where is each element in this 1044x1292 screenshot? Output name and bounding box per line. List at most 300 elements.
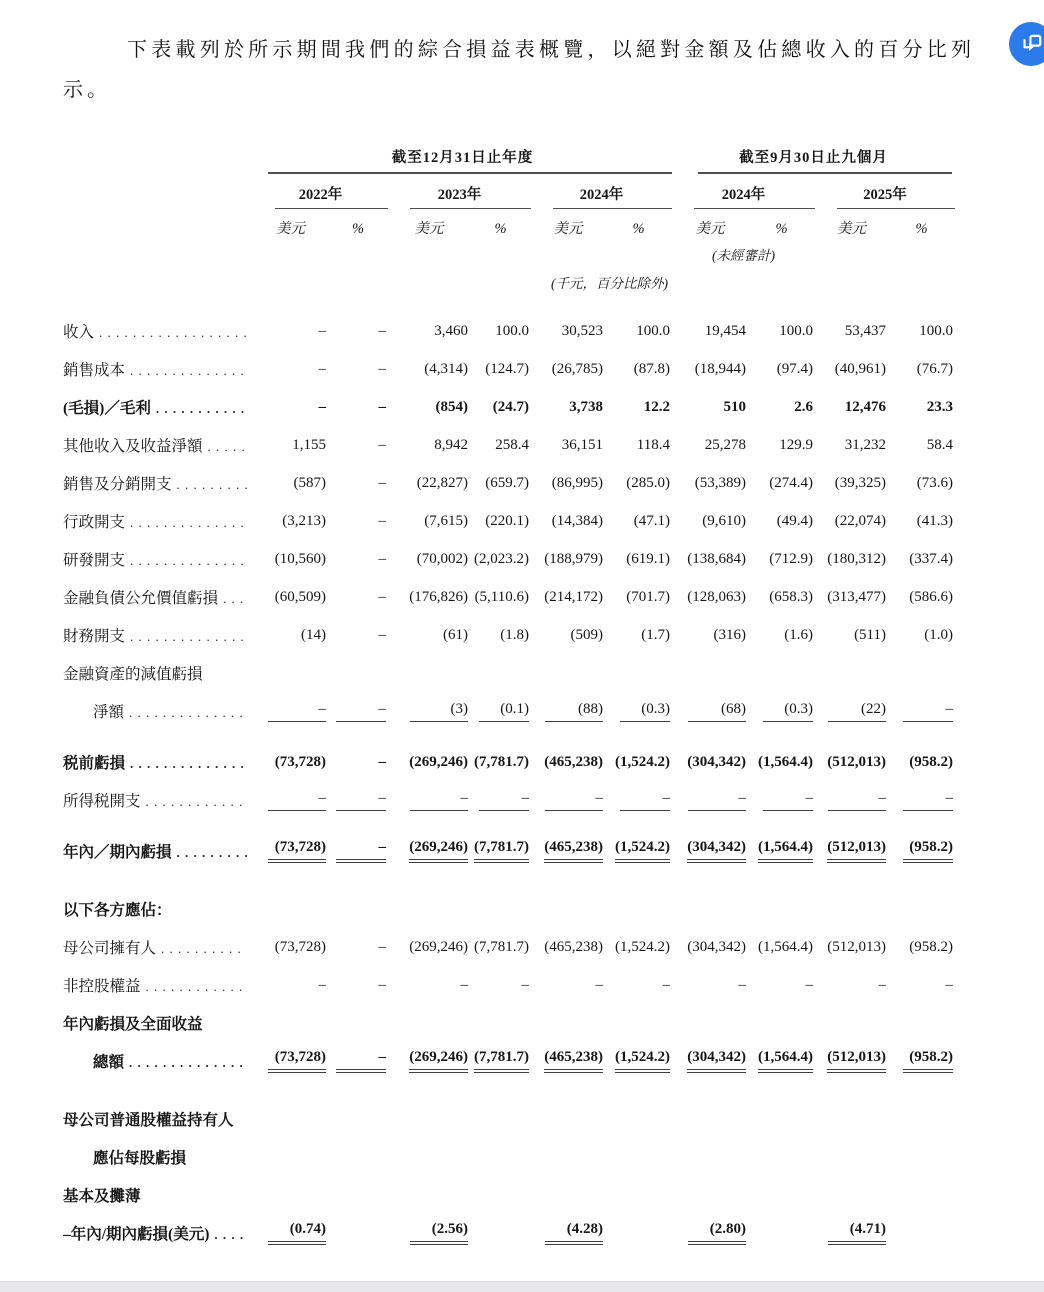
table-row xyxy=(63,1138,1044,1176)
dot-leader xyxy=(161,941,247,957)
row-label-text: 金融負債公允價值虧損 xyxy=(63,590,219,607)
row-label-text: 以下各方應佔： xyxy=(63,902,172,919)
value-cell xyxy=(388,754,470,771)
value-cell xyxy=(470,513,531,530)
value: (7,781.7) xyxy=(474,938,529,955)
value-cell xyxy=(531,939,605,956)
value: (1.8) xyxy=(500,626,529,643)
value-cell xyxy=(815,437,888,454)
dot-leader xyxy=(146,979,247,995)
table-row xyxy=(63,616,1044,654)
value: (9,610) xyxy=(702,512,746,529)
value: (1,564.4) xyxy=(758,938,813,955)
value-cell xyxy=(888,551,955,568)
value-cell xyxy=(672,1221,748,1245)
value: 58.4 xyxy=(926,436,953,453)
value-cell xyxy=(531,437,605,454)
value-cell xyxy=(328,589,388,606)
row-label-text: 應佔每股虧損 xyxy=(93,1150,187,1167)
value: (1,564.4) xyxy=(758,839,813,863)
value: (304,342) xyxy=(687,938,746,955)
value: (316) xyxy=(713,626,746,643)
value: (47.1) xyxy=(633,512,670,529)
value: (40,961) xyxy=(834,360,886,377)
dot-leader xyxy=(129,1055,247,1071)
value-cell xyxy=(748,589,815,606)
value-cell xyxy=(531,701,605,722)
value-cell xyxy=(531,790,605,811)
value: 2.6 xyxy=(794,398,813,415)
row-label-text: 銷售及分銷開支 xyxy=(63,476,172,493)
row-label-text: 税前虧損 xyxy=(63,755,126,772)
value-cell xyxy=(253,323,328,340)
row-label xyxy=(63,700,253,722)
value: (1.7) xyxy=(641,626,670,643)
value-cell xyxy=(605,1049,672,1073)
value: (0.74) xyxy=(268,1221,326,1245)
value-cell xyxy=(815,977,888,994)
value: 118.4 xyxy=(636,436,670,453)
value: (313,477) xyxy=(827,588,886,605)
value: (14,384) xyxy=(551,512,603,529)
value: – xyxy=(805,976,813,993)
value: (712.9) xyxy=(769,550,813,567)
value: (220.1) xyxy=(485,512,529,529)
value-cell xyxy=(388,939,470,956)
value: (3,213) xyxy=(282,512,326,529)
unit-note-row xyxy=(63,272,1044,292)
table-row xyxy=(63,654,1044,692)
value-cell xyxy=(672,1049,748,1073)
dot-leader xyxy=(223,591,247,607)
value-cell xyxy=(815,701,888,722)
value-cell xyxy=(328,361,388,378)
year-header xyxy=(531,183,672,209)
value-cell xyxy=(815,839,888,863)
value-cell xyxy=(815,589,888,606)
value: (87.8) xyxy=(633,360,670,377)
table-row xyxy=(63,692,1044,730)
value: (465,238) xyxy=(544,753,603,770)
value-cell xyxy=(253,551,328,568)
value: 36,151 xyxy=(561,436,603,453)
value-cell xyxy=(672,361,748,378)
row-label-text: 其他收入及收益淨額 xyxy=(63,438,203,455)
year-header xyxy=(815,183,955,209)
value-cell xyxy=(388,399,470,416)
income-statement-table xyxy=(63,146,1044,1252)
value-cell xyxy=(328,939,388,956)
value-cell xyxy=(328,977,388,994)
value-cell xyxy=(328,790,388,811)
value: (24.7) xyxy=(492,398,529,415)
value-cell xyxy=(605,323,672,340)
value-cell xyxy=(748,839,815,863)
table-row xyxy=(63,781,1044,819)
value-cell xyxy=(888,437,955,454)
value-cell xyxy=(388,627,470,644)
value-cell xyxy=(815,399,888,416)
value: (2.56) xyxy=(410,1221,468,1245)
value-cell xyxy=(388,790,470,811)
value-cell xyxy=(888,399,955,416)
value-cell xyxy=(388,323,470,340)
value: (465,238) xyxy=(544,839,603,863)
value: (304,342) xyxy=(687,753,746,770)
value: (512,013) xyxy=(827,839,886,863)
table-row xyxy=(63,502,1044,540)
value: (214,172) xyxy=(544,588,603,605)
value-cell xyxy=(253,627,328,644)
value-cell xyxy=(531,1221,605,1245)
value: – xyxy=(336,790,386,811)
value-cell xyxy=(888,754,955,771)
value: 12.2 xyxy=(643,398,670,415)
value: (1.6) xyxy=(784,626,813,643)
value-cell xyxy=(888,589,955,606)
value-cell xyxy=(815,754,888,771)
value: (958.2) xyxy=(909,938,953,955)
value: (53,389) xyxy=(694,474,746,491)
value-cell xyxy=(253,977,328,994)
value-cell xyxy=(531,589,605,606)
value-cell xyxy=(748,627,815,644)
value-cell xyxy=(748,437,815,454)
value-cell xyxy=(815,1049,888,1073)
value-cell xyxy=(748,977,815,994)
value-cell xyxy=(388,839,470,863)
value-cell xyxy=(470,437,531,454)
value-cell xyxy=(672,323,748,340)
dot-leader xyxy=(130,756,247,772)
value-cell xyxy=(470,701,531,722)
value: – xyxy=(318,976,326,993)
table-row xyxy=(63,1176,1044,1214)
value: – xyxy=(378,360,386,377)
dot-leader xyxy=(130,553,247,569)
value: (41.3) xyxy=(916,512,953,529)
value: (128,063) xyxy=(687,588,746,605)
value: – xyxy=(318,360,326,377)
year-rule xyxy=(837,208,955,209)
row-label-text: 母公司普通股權益持有人 xyxy=(63,1112,234,1129)
table-row xyxy=(63,743,1044,781)
row-label-text: 母公司擁有人 xyxy=(63,940,157,957)
value-cell xyxy=(253,513,328,530)
value: (2,023.2) xyxy=(474,550,529,567)
value: (304,342) xyxy=(687,1049,746,1073)
table-row xyxy=(63,832,1044,870)
value-cell xyxy=(388,701,470,722)
value: (1,524.2) xyxy=(615,938,670,955)
value-cell xyxy=(888,627,955,644)
row-label xyxy=(63,434,253,456)
dot-leader xyxy=(208,439,247,455)
value: 8,942 xyxy=(434,436,468,453)
row-label xyxy=(63,662,253,684)
value: – xyxy=(318,322,326,339)
value-cell xyxy=(470,475,531,492)
value: 53,437 xyxy=(844,322,886,339)
value: – xyxy=(378,512,386,529)
unit-currency-label: 美元 xyxy=(553,221,583,237)
value-cell xyxy=(605,977,672,994)
value: – xyxy=(763,790,813,811)
value: (180,312) xyxy=(827,550,886,567)
value: (70,002) xyxy=(416,550,468,567)
value-cell xyxy=(605,361,672,378)
group-rule xyxy=(268,172,672,174)
value-cell xyxy=(672,551,748,568)
value: – xyxy=(378,588,386,605)
value: 12,476 xyxy=(844,398,886,415)
value-cell xyxy=(888,1049,955,1073)
value-cell xyxy=(605,475,672,492)
value: (0.3) xyxy=(763,701,813,722)
value: (138,684) xyxy=(687,550,746,567)
table-row xyxy=(63,312,1044,350)
value-cell xyxy=(388,551,470,568)
value: 100.0 xyxy=(636,322,670,339)
value-cell xyxy=(888,513,955,530)
row-label-text: 金融資產的減值虧損 xyxy=(63,666,203,683)
value: – xyxy=(620,790,670,811)
table-row xyxy=(63,464,1044,502)
unit-percent-label: % xyxy=(915,221,928,237)
value: 31,232 xyxy=(844,436,886,453)
table-row xyxy=(63,388,1044,426)
value-cell xyxy=(253,361,328,378)
value: (465,238) xyxy=(544,938,603,955)
value-cell xyxy=(470,627,531,644)
value-cell xyxy=(328,323,388,340)
value: (7,781.7) xyxy=(474,839,529,863)
value: (0.1) xyxy=(479,701,529,722)
year-header xyxy=(253,183,388,209)
value: – xyxy=(378,938,386,955)
value: (1,564.4) xyxy=(758,753,813,770)
dot-leader xyxy=(99,325,247,341)
value-cell xyxy=(253,701,328,722)
year-header-row xyxy=(63,183,1044,209)
unit-note: (千元，百分比除外) xyxy=(551,276,668,291)
value: (658.3) xyxy=(769,588,813,605)
year-header-label: 2024年 xyxy=(579,187,624,203)
unit-percent-label: % xyxy=(632,221,645,237)
value-cell xyxy=(605,589,672,606)
value: (97.4) xyxy=(776,360,813,377)
dot-leader xyxy=(129,705,247,721)
value-cell xyxy=(470,977,531,994)
table-row xyxy=(63,426,1044,464)
row-label-text: 基本及攤薄 xyxy=(63,1188,141,1205)
dot-leader xyxy=(177,845,247,861)
value-cell xyxy=(888,977,955,994)
value: – xyxy=(336,1049,386,1073)
value-cell xyxy=(253,1049,328,1073)
value: (10,560) xyxy=(274,550,326,567)
value-cell xyxy=(388,589,470,606)
value-cell xyxy=(328,1049,388,1073)
year-header-label: 2022年 xyxy=(298,187,343,203)
value-cell xyxy=(328,437,388,454)
dot-leader xyxy=(214,1227,247,1243)
value: (586.6) xyxy=(909,588,953,605)
value-cell xyxy=(328,701,388,722)
table-row xyxy=(63,1100,1044,1138)
dot-leader xyxy=(130,363,247,379)
value: – xyxy=(479,790,529,811)
value: – xyxy=(378,436,386,453)
value-cell xyxy=(388,977,470,994)
value: 100.0 xyxy=(919,322,953,339)
table-body xyxy=(63,312,1044,1252)
year-header-label: 2025年 xyxy=(863,187,907,203)
dot-leader xyxy=(177,477,247,493)
value-cell xyxy=(888,790,955,811)
value: (511) xyxy=(854,626,886,643)
value: – xyxy=(378,398,386,415)
value: (337.4) xyxy=(909,550,953,567)
value: – xyxy=(738,976,746,993)
value-cell xyxy=(531,1049,605,1073)
value: – xyxy=(378,474,386,491)
value: – xyxy=(595,976,603,993)
value: 23.3 xyxy=(926,398,953,415)
value-cell xyxy=(748,361,815,378)
value: (512,013) xyxy=(827,938,886,955)
row-label xyxy=(63,1012,253,1034)
value-cell xyxy=(672,701,748,722)
value: – xyxy=(828,790,886,811)
value-cell xyxy=(470,361,531,378)
value-cell xyxy=(605,399,672,416)
value-cell xyxy=(531,475,605,492)
value-cell xyxy=(253,790,328,811)
value: (465,238) xyxy=(544,1049,603,1073)
row-label-text: 年內／期內虧損 xyxy=(63,844,172,861)
value: (176,826) xyxy=(409,588,468,605)
table-row xyxy=(63,350,1044,388)
translate-button[interactable] xyxy=(1009,22,1044,66)
row-label xyxy=(63,1050,253,1072)
value: (86,995) xyxy=(551,474,603,491)
row-label xyxy=(63,586,253,608)
value-cell xyxy=(888,701,955,722)
value: 3,460 xyxy=(434,322,468,339)
row-label xyxy=(63,840,253,862)
value: (7,781.7) xyxy=(474,753,529,770)
unit-header-row xyxy=(63,217,1044,238)
value-cell xyxy=(605,437,672,454)
value: (269,246) xyxy=(409,839,468,863)
value: (18,944) xyxy=(694,360,746,377)
value-cell xyxy=(815,627,888,644)
value-cell xyxy=(388,1221,470,1245)
value-cell xyxy=(815,513,888,530)
value: (22,074) xyxy=(834,512,886,529)
table-row xyxy=(63,928,1044,966)
value-cell xyxy=(605,627,672,644)
value: (269,246) xyxy=(409,753,468,770)
value-cell xyxy=(328,513,388,530)
value: (73,728) xyxy=(268,839,326,863)
value: 19,454 xyxy=(704,322,746,339)
value-cell xyxy=(328,551,388,568)
translate-icon xyxy=(1018,31,1044,57)
value: (512,013) xyxy=(827,1049,886,1073)
year-rule xyxy=(553,208,672,209)
row-label-text: 行政開支 xyxy=(63,514,126,531)
value: (0.3) xyxy=(620,701,670,722)
value: (274.4) xyxy=(769,474,813,491)
column-group-annual xyxy=(253,146,672,174)
value-cell xyxy=(672,513,748,530)
row-label-text: 年內虧損及全面收益 xyxy=(63,1016,203,1033)
value: (60,509) xyxy=(274,588,326,605)
value-cell xyxy=(605,551,672,568)
value-cell xyxy=(531,513,605,530)
bottom-scroll-strip[interactable] xyxy=(0,1281,1044,1292)
value: – xyxy=(688,790,746,811)
value-cell xyxy=(328,475,388,492)
row-label xyxy=(63,624,253,646)
dot-leader xyxy=(130,515,247,531)
row-label-text: 財務開支 xyxy=(63,628,126,645)
value-cell xyxy=(470,1049,531,1073)
row-label xyxy=(63,1146,253,1168)
unit-percent-label: % xyxy=(494,221,507,237)
value-cell xyxy=(888,939,955,956)
column-group-annual-label: 截至12月31日止年度 xyxy=(391,150,534,166)
value-cell xyxy=(888,839,955,863)
value: (269,246) xyxy=(409,938,468,955)
row-label xyxy=(63,472,253,494)
year-rule xyxy=(275,208,388,209)
value: (14) xyxy=(301,626,326,643)
value-cell xyxy=(748,513,815,530)
unit-currency-label: 美元 xyxy=(414,221,444,237)
value-cell xyxy=(253,1221,328,1245)
value-cell xyxy=(672,939,748,956)
row-label xyxy=(63,548,253,570)
value-cell xyxy=(531,361,605,378)
value-cell xyxy=(748,399,815,416)
value-cell xyxy=(672,475,748,492)
value: (269,246) xyxy=(409,1049,468,1073)
value-cell xyxy=(815,361,888,378)
value-cell xyxy=(815,323,888,340)
value-cell xyxy=(531,754,605,771)
value: – xyxy=(378,753,386,770)
table-row xyxy=(63,578,1044,616)
unit-currency-label: 美元 xyxy=(837,221,866,237)
year-rule xyxy=(410,208,531,209)
value: – xyxy=(336,839,386,863)
row-label xyxy=(63,358,253,380)
value-cell xyxy=(253,839,328,863)
dot-leader xyxy=(146,794,247,810)
value: 3,738 xyxy=(569,398,603,415)
value-cell xyxy=(531,627,605,644)
row-label-text: 淨額 xyxy=(93,704,125,721)
value-cell xyxy=(748,790,815,811)
row-label xyxy=(63,789,253,811)
table-row xyxy=(63,540,1044,578)
value-cell xyxy=(531,323,605,340)
row-label xyxy=(63,396,253,418)
value-cell xyxy=(328,839,388,863)
